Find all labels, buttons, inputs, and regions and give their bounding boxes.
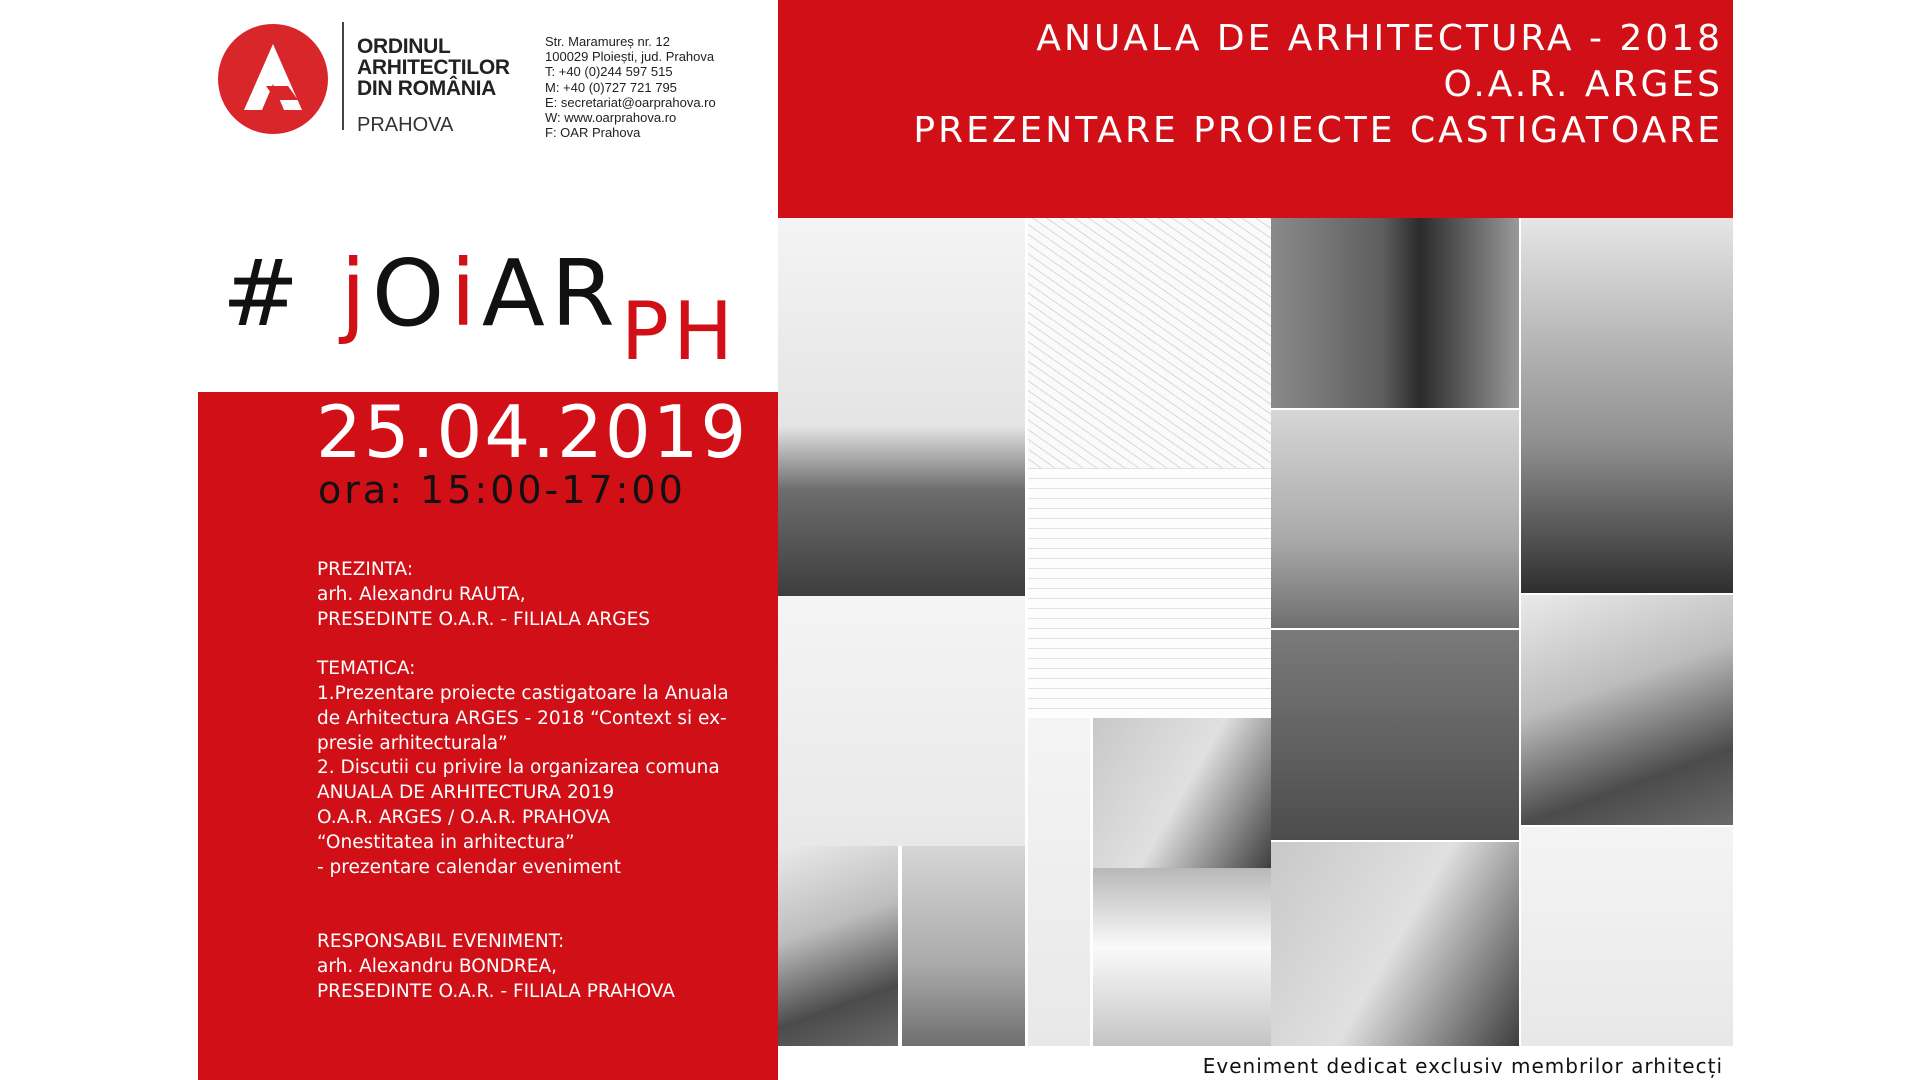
event-time: ora: 15:00-17:00 [318, 468, 686, 512]
contact-facebook: F: OAR Prahova [545, 125, 641, 140]
contact-email: E: secretariat@oarprahova.ro [545, 95, 716, 110]
topic-line-8: - prezentare calendar eveniment [317, 857, 622, 878]
topic-line-5: ANUALA DE ARHITECTURA 2019 [317, 782, 615, 803]
hashtag-symbol: # [222, 240, 306, 347]
topic-line-3: presie arhitecturala” [317, 733, 508, 754]
project-text-sheet [1028, 468, 1271, 718]
topic-line-1: 1.Prezentare proiecte castigatoare la Anuala [317, 683, 729, 704]
landscape-photo [902, 846, 1025, 1046]
org-name-line-3: DIN ROMÂNIA [357, 77, 497, 100]
floor-plan-sheet [778, 596, 1025, 846]
topics-heading: TEMATICA: [317, 658, 416, 679]
bedroom-photo [1271, 842, 1519, 1046]
oar-logo [218, 24, 328, 134]
logo-divider [342, 22, 344, 130]
hashtag-o: O [371, 240, 451, 347]
presenter-name: arh. Alexandru RAUTA, [317, 584, 526, 605]
living-room-photo [1271, 630, 1519, 840]
org-name-line-2: ARHITECTILOR [357, 56, 510, 79]
responsible-role: PRESEDINTE O.A.R. - FILIALA PRAHOVA [317, 981, 675, 1002]
hashtag-j: j [340, 240, 372, 347]
responsible-name: arh. Alexandru BONDREA, [317, 956, 558, 977]
event-hashtag [222, 240, 738, 378]
org-name-line-1: ORDINUL [357, 35, 451, 58]
house-side-photo [778, 846, 898, 1046]
plan-thumbnails [1028, 718, 1090, 1046]
responsible-heading: RESPONSABIL EVENIMENT: [317, 931, 565, 952]
topic-line-7: “Onestitatea in arhitectura” [317, 832, 575, 853]
contact-address: Str. Maramureș nr. 12 [545, 34, 670, 49]
interior-door-photo [1271, 218, 1519, 408]
tower-model-photo [1093, 868, 1271, 1046]
org-branch: PRAHOVA [357, 114, 454, 136]
event-date: 25.04.2019 [316, 390, 749, 474]
office-building-photo [1521, 218, 1733, 593]
site-map-drawing [1028, 218, 1271, 468]
building-plans-sheet [1521, 827, 1733, 1046]
contact-mobile: M: +40 (0)727 721 795 [545, 80, 677, 95]
hashtag-i: i [450, 240, 482, 347]
contact-phone: T: +40 (0)244 597 515 [545, 64, 673, 79]
contact-city: 100029 Ploiești, jud. Prahova [545, 49, 715, 64]
contact-web: W: www.oarprahova.ro [545, 110, 677, 125]
topic-line-4: 2. Discutii cu privire la organizarea comuna [317, 757, 720, 778]
house-photo [778, 218, 1025, 596]
oar-logo-mark [218, 24, 328, 134]
building-street-photo [1521, 595, 1733, 825]
topic-line-6: O.A.R. ARGES / O.A.R. PRAHOVA [317, 807, 611, 828]
header-title-line-2: O.A.R. ARGES [1443, 64, 1723, 105]
header-title-line-3: PREZENTARE PROIECTE CASTIGATOARE [913, 110, 1723, 151]
kitchen-photo [1271, 410, 1519, 628]
hashtag-ph: PH [620, 285, 738, 378]
interior-render-photo [1093, 718, 1271, 868]
presenter-heading: PREZINTA: [317, 559, 414, 580]
hashtag-ar: AR [481, 240, 621, 347]
footer-note: Eveniment dedicat exclusiv membrilor arhitecți [1202, 1054, 1723, 1078]
header-title-line-1: ANUALA DE ARHITECTURA - 2018 [1036, 18, 1723, 59]
topic-line-2: de Arhitectura ARGES - 2018 “Context si ex- [317, 708, 727, 729]
presenter-role: PRESEDINTE O.A.R. - FILIALA ARGES [317, 609, 651, 630]
